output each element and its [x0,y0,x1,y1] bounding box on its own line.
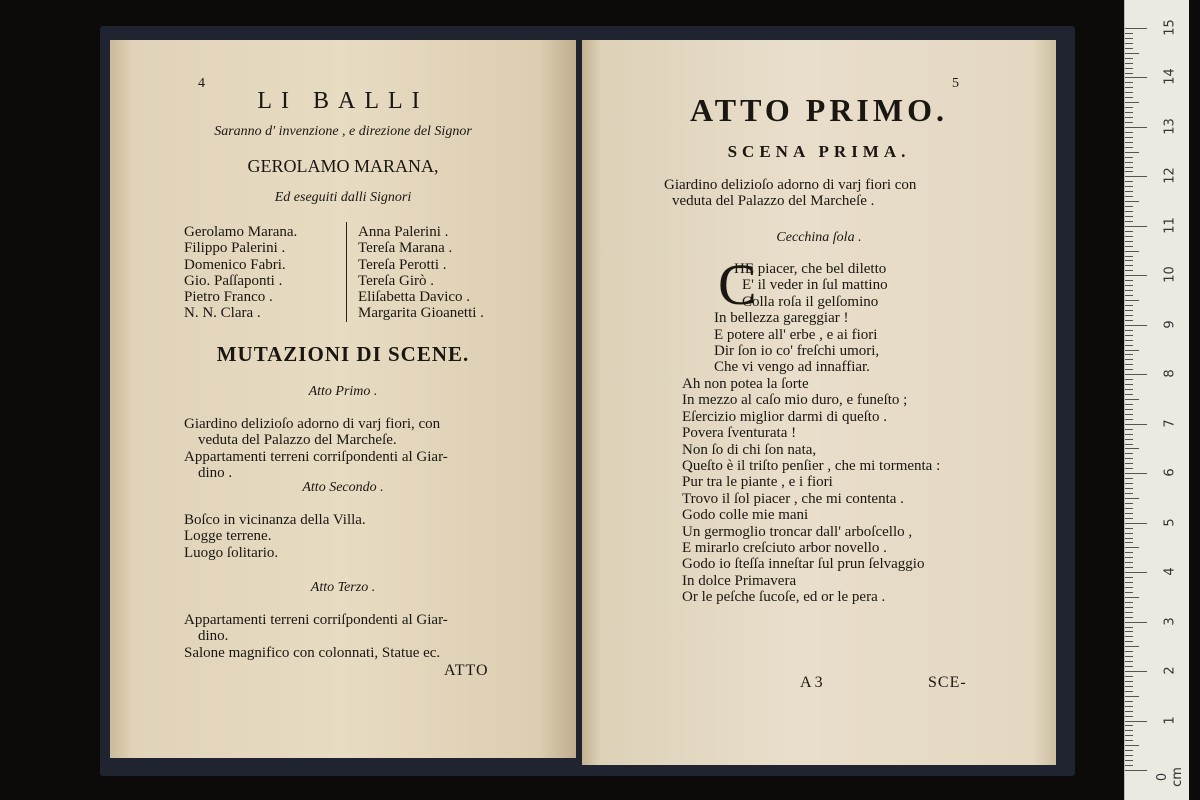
ruler-tick [1125,404,1133,405]
ruler-number: 5 [1162,518,1178,527]
ruler-tick [1125,176,1147,177]
ruler-tick [1125,641,1133,642]
ruler-tick [1125,251,1139,252]
scene-line: veduta del Palazzo del Marcheſe. [198,432,397,449]
page-number: 4 [198,76,205,91]
ruler-number: 13 [1162,118,1178,135]
ruler-tick [1125,384,1133,385]
ruler-tick [1125,285,1133,286]
ruler-tick [1125,211,1133,212]
text-line: E mirarlo creſciuto arbor novello . [682,540,887,557]
ruler-tick [1125,612,1133,613]
setting-line: veduta del Palazzo del Marcheſe . [672,193,875,210]
ruler-tick [1125,488,1133,489]
ruler-tick [1125,478,1133,479]
choreographer-name: GEROLAMO MARANA, [247,156,439,176]
text-line: Godo io ſteſſa inneſtar ſul prun ſelvaggio [682,556,925,573]
ruler-tick [1125,102,1139,103]
ruler-tick [1125,157,1133,158]
ruler-tick [1125,711,1133,712]
scene-line: Logge terrene. [184,528,272,545]
ruler-tick [1125,310,1133,311]
text-line: Tereſa Marana . [358,240,453,257]
ruler-tick [1125,770,1147,771]
ruler-tick [1125,350,1139,351]
ruler-tick [1125,557,1133,558]
text-line: E' il veder in ſul mattino [742,277,888,294]
ruler-tick [1125,419,1133,420]
ruler-number: 14 [1162,68,1178,86]
ruler-number: 15 [1162,19,1178,36]
ruler-tick [1125,364,1133,365]
ruler-tick [1125,265,1133,266]
signature-mark: A 3 [800,674,823,691]
ruler-tick [1125,82,1133,83]
drop-cap: C [718,252,757,317]
text-line: N. N. Clara . [184,305,261,322]
text-line: Trovo il ſol piacer , che mi contenta . [682,490,904,507]
ruler-tick [1125,127,1147,128]
ruler-number: 2 [1162,666,1178,675]
ruler-tick [1125,696,1139,697]
ruler-number: 10 [1162,266,1178,284]
aria-verse [714,261,888,376]
ruler-tick [1125,439,1133,440]
text-line: Domenico Fabri. [184,256,286,273]
scene-line: Salone magnifico con colonnati, Statue ec. [184,644,441,661]
ruler-tick [1125,587,1133,588]
ruler-tick [1125,58,1133,59]
ruler-tick [1125,33,1133,34]
ruler-tick [1125,533,1133,534]
ruler-tick [1125,77,1147,78]
ruler-tick [1125,295,1133,296]
text-line: Non ſo di chi ſon nata, [682,441,817,458]
ruler-tick [1125,518,1133,519]
text-line: Povera ſventurata ! [682,425,797,442]
ruler-tick [1125,142,1133,143]
ruler-tick [1125,483,1133,484]
ruler-number: 4 [1162,567,1178,576]
ruler-tick [1125,691,1133,692]
ruler-tick [1125,542,1133,543]
ruler-tick [1125,676,1133,677]
dancers-column-right [358,224,484,322]
ruler-tick [1125,162,1133,163]
ruler-tick [1125,354,1133,355]
ruler-tick [1125,260,1133,261]
credit-line: Saranno d' invenzione , e direzione del Signor [214,124,472,139]
ruler-tick [1125,68,1133,69]
text-line: Gio. Paſſaponti . [184,272,283,289]
ruler-tick [1125,196,1133,197]
ruler-tick [1125,631,1133,632]
ruler-tick [1125,399,1139,400]
ruler-tick [1125,458,1133,459]
ruler-tick [1125,686,1133,687]
text-line: In dolce Primavera [682,572,797,589]
ruler-tick [1125,181,1133,182]
ruler-tick [1125,117,1133,118]
character-name: Cecchina ſola . [776,230,862,245]
ruler-tick [1125,325,1147,326]
ruler-tick [1125,434,1133,435]
text-line: Colla roſa il gelſomino [742,293,879,310]
ruler-tick [1125,256,1133,257]
ruler-tick [1125,661,1133,662]
ruler-number: 7 [1162,419,1178,428]
ruler-tick [1125,735,1133,736]
ruler-number: 9 [1162,320,1178,329]
ruler-tick [1125,369,1133,370]
ruler-tick [1125,448,1139,449]
ruler-tick [1125,28,1147,29]
ruler-number: 1 [1162,715,1178,725]
ruler-tick [1125,636,1133,637]
ruler-tick [1125,137,1133,138]
ruler-tick [1125,97,1133,98]
ruler-tick [1125,453,1133,454]
ruler-tick [1125,750,1133,751]
scene-line: dino. [198,628,229,645]
ruler-tick [1125,503,1133,504]
ruler-tick [1125,745,1139,746]
ruler-number: 3 [1162,616,1178,626]
text-line: Tereſa Girò . [358,272,434,289]
ruler-tick [1125,132,1133,133]
column-divider [346,222,347,322]
ruler-tick [1125,216,1133,217]
ruler-tick [1125,186,1133,187]
ruler-tick [1125,765,1133,766]
ruler-tick [1125,444,1133,445]
ruler-tick [1125,562,1133,563]
ruler-tick [1125,290,1133,291]
section-title: MUTAZIONI DI SCENE. [216,342,470,366]
text-line: Eſercizio miglior darmi di queſto . [682,408,887,425]
ruler-tick [1125,270,1133,271]
ruler-tick [1125,468,1133,469]
ruler-tick [1125,730,1133,731]
scene-line: Giardino delizioſo adorno di varj fiori, con [184,416,441,432]
ruler-tick [1125,424,1147,425]
act2-label: Atto Secondo . [302,480,384,495]
text-line: Che vi vengo ad innaffiar. [714,359,870,376]
ruler-tick [1125,760,1133,761]
ruler-tick [1125,73,1133,74]
act-title: ATTO PRIMO. [690,92,948,128]
text-line: E potere all' erbe , e ai fiori [714,326,878,343]
ruler-tick [1125,567,1133,568]
ruler-tick [1125,335,1133,336]
text-line: Eliſabetta Davico . [358,289,471,306]
text-line: Pietro Franco . [184,289,273,306]
ruler-tick [1125,389,1133,390]
right-page [582,40,1056,765]
ruler-tick [1125,498,1139,499]
ruler-tick [1125,607,1133,608]
text-line: Queſto è il triſto penſier , che mi tormenta : [682,458,941,475]
ruler-tick [1125,340,1133,341]
left-page [110,40,576,758]
ruler-tick [1125,63,1133,64]
ruler-tick [1125,201,1139,202]
ruler-tick [1125,221,1133,222]
ruler-tick [1125,320,1133,321]
text-line: Margarita Gioanetti . [358,305,484,322]
text-line: Un germoglio troncar dall' arboſcello , [682,523,913,540]
ruler-tick [1125,48,1133,49]
ruler-tick [1125,43,1133,44]
act2-scenes [184,512,366,561]
ruler-tick [1125,552,1133,553]
ruler-tick [1125,345,1133,346]
ruler-number: 6 [1162,468,1178,477]
ruler-tick [1125,592,1133,593]
ruler-tick [1125,582,1133,583]
text-line: Pur tra le piante , e i fiori [682,474,833,491]
ruler-tick [1125,716,1133,717]
ruler-tick [1125,379,1133,380]
ruler-tick [1125,463,1133,464]
ruler-tick [1125,725,1133,726]
ruler-tick [1125,167,1133,168]
ruler-tick [1125,597,1139,598]
ruler-tick [1125,523,1147,524]
ruler-tick [1125,493,1133,494]
text-line: Dir ſon io co' freſchi umori, [714,343,880,360]
performers-intro: Ed eseguiti dalli Signori [274,190,412,205]
ruler-tick [1125,602,1133,603]
ruler-tick [1125,374,1147,375]
ruler-tick [1125,206,1133,207]
scene-line: Appartamenti terreni corriſpondenti al Giar- [184,448,448,465]
ruler-tick [1125,577,1133,578]
text-line: Tereſa Perotti . [358,256,447,273]
catchword: ATTO [444,662,489,679]
ruler-tick [1125,280,1133,281]
ruler-number: 12 [1162,167,1178,185]
ruler-tick [1125,646,1139,647]
text-line: Filippo Palerini . [184,240,286,257]
dancers-column-left [184,224,297,322]
text-line: Gerolamo Marana. [184,224,298,240]
page-title: LI BALLI [257,88,429,114]
ruler-tick [1125,38,1133,39]
scene-line: Luogo ſolitario. [184,544,279,561]
text-line: Godo colle mie mani [682,507,809,524]
ruler-tick [1125,706,1133,707]
ruler-tick [1125,547,1139,548]
ruler-tick [1125,92,1133,93]
scene-line: Appartamenti terreni corriſpondenti al Giar- [184,612,448,628]
setting-line: Giardino delizioſo adorno di varj fiori con [664,177,917,193]
ruler-tick [1125,538,1133,539]
ruler-tick [1125,236,1133,237]
ruler-tick [1125,409,1133,410]
text-line: HE piacer, che bel diletto [734,261,887,277]
ruler-number: 11 [1162,217,1178,234]
ruler-unit-label: 0 cm [1155,767,1185,787]
ruler-tick [1125,513,1133,514]
ruler-tick [1125,651,1133,652]
measuring-ruler [1124,0,1189,800]
ruler-tick [1125,87,1133,88]
ruler-tick [1125,300,1139,301]
catchword: SCE- [928,674,967,691]
text-line: Or le peſche ſucoſe, ed or le pera . [682,589,886,606]
page-number: 5 [952,76,959,91]
ruler-tick [1125,107,1133,108]
ruler-tick [1125,622,1147,623]
ruler-tick [1125,671,1147,672]
act1-label: Atto Primo . [308,384,378,399]
ruler-tick [1125,359,1133,360]
ruler-tick [1125,755,1133,756]
ruler-tick [1125,429,1133,430]
ruler-tick [1125,394,1133,395]
ruler-tick [1125,666,1133,667]
text-line: Anna Palerini . [358,224,449,240]
ruler-tick [1125,701,1133,702]
ruler-tick [1125,330,1133,331]
ruler-tick [1125,473,1147,474]
text-line: Ah non potea la ſorte [682,376,809,392]
scene-line: Boſco in vicinanza della Villa. [184,512,366,528]
ruler-tick [1125,122,1133,123]
ruler-tick [1125,721,1147,722]
ruler-tick [1125,627,1133,628]
ruler-tick [1125,315,1133,316]
ruler-tick [1125,656,1133,657]
scene-title: SCENA PRIMA. [727,142,911,161]
ruler-tick [1125,508,1133,509]
ruler-tick [1125,226,1147,227]
text-line: In bellezza gareggiar ! [714,310,849,327]
act3-label: Atto Terzo . [310,580,376,595]
ruler-tick [1125,147,1133,148]
ruler-tick [1125,414,1133,415]
ruler-tick [1125,241,1133,242]
scene-line: dino . [198,464,233,481]
scene-setting [664,177,916,210]
text-line: In mezzo al caſo mio duro, e funeſto ; [682,392,908,409]
recitative [682,376,940,606]
ruler-tick [1125,681,1133,682]
ruler-tick [1125,112,1133,113]
ruler-tick [1125,152,1139,153]
ruler-tick [1125,617,1133,618]
ruler-tick [1125,528,1133,529]
ruler-tick [1125,275,1147,276]
ruler-tick [1125,305,1133,306]
ruler-tick [1125,572,1147,573]
act1-scenes [184,416,448,481]
act3-scenes [184,612,448,661]
ruler-tick [1125,191,1133,192]
ruler-number: 8 [1162,369,1178,378]
ruler-tick [1125,740,1133,741]
ruler-tick [1125,246,1133,247]
ruler-tick [1125,231,1133,232]
ruler-tick [1125,53,1139,54]
ruler-tick [1125,171,1133,172]
